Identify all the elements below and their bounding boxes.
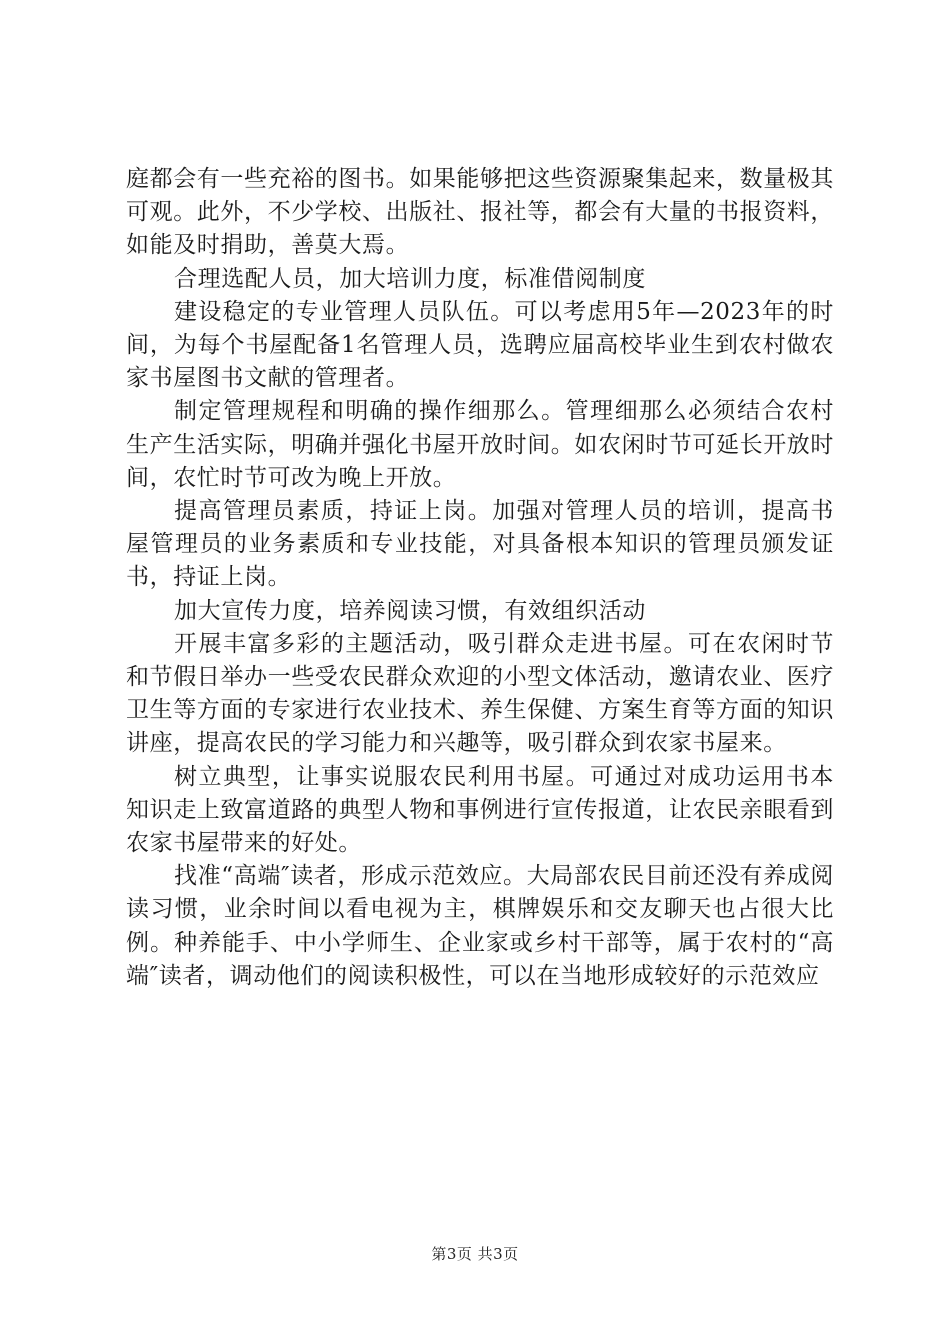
paragraph-1: 庭都会有一些充裕的图书。如果能够把这些资源聚集起来，数量极其可观。此外，不少学校、出版社、报社等，都会有大量的书报资料，如能及时捐助，善莫大焉。 [126, 166, 834, 259]
paragraph-7: 开展丰富多彩的主题活动，吸引群众走进书屋。可在农闲时节和节假日举办一些受农民群众欢迎的小型文体活动，邀请农业、医疗卫生等方面的专家进行农业技术、养生保健、方案生育等方面的知识讲座，提高农民的学习能力和兴趣等，吸引群众到农家书屋来。 [126, 630, 834, 757]
paragraph-9: 找准“高端″读者，形成示范效应。大局部农民目前还没有养成阅读习惯，业余时间以看电视为主，棋牌娱乐和交友聊天也占很大比例。种养能手、中小学师生、企业家或乡村干部等，属于农村的“高端″读者，调动他们的阅读积极性，可以在当地形成较好的示范效应 [126, 863, 834, 989]
document-body [126, 163, 834, 993]
paragraph-3: 建设稳定的专业管理人员队伍。可以考虑用5年—2023年的时间，为每个书屋配备1名管理人员，选聘应届高校毕业生到农村做农家书屋图书文献的管理者。 [126, 298, 834, 392]
section-heading-staffing: 合理选配人员，加大培训力度，标准借阅制度 [174, 265, 646, 292]
section-heading-promotion: 加大宣传力度，培养阅读习惯，有效组织活动 [174, 597, 646, 624]
paragraph-4: 制定管理规程和明确的操作细那么。管理细那么必须结合农村生产生活实际，明确并强化书屋开放时间。如农闲时节可延长开放时间，农忙时节可改为晚上开放。 [126, 398, 834, 491]
paragraph-8: 树立典型，让事实说服农民利用书屋。可通过对成功运用书本知识走上致富道路的典型人物和事例进行宣传报道，让农民亲眼看到农家书屋带来的好处。 [126, 763, 834, 857]
page-number-footer: 第3页 共3页 [431, 1245, 519, 1263]
paragraph-5: 提高管理员素质，持证上岗。加强对管理人员的培训，提高书屋管理员的业务素质和专业技能，对具备根本知识的管理员颁发证书，持证上岗。 [126, 498, 834, 591]
